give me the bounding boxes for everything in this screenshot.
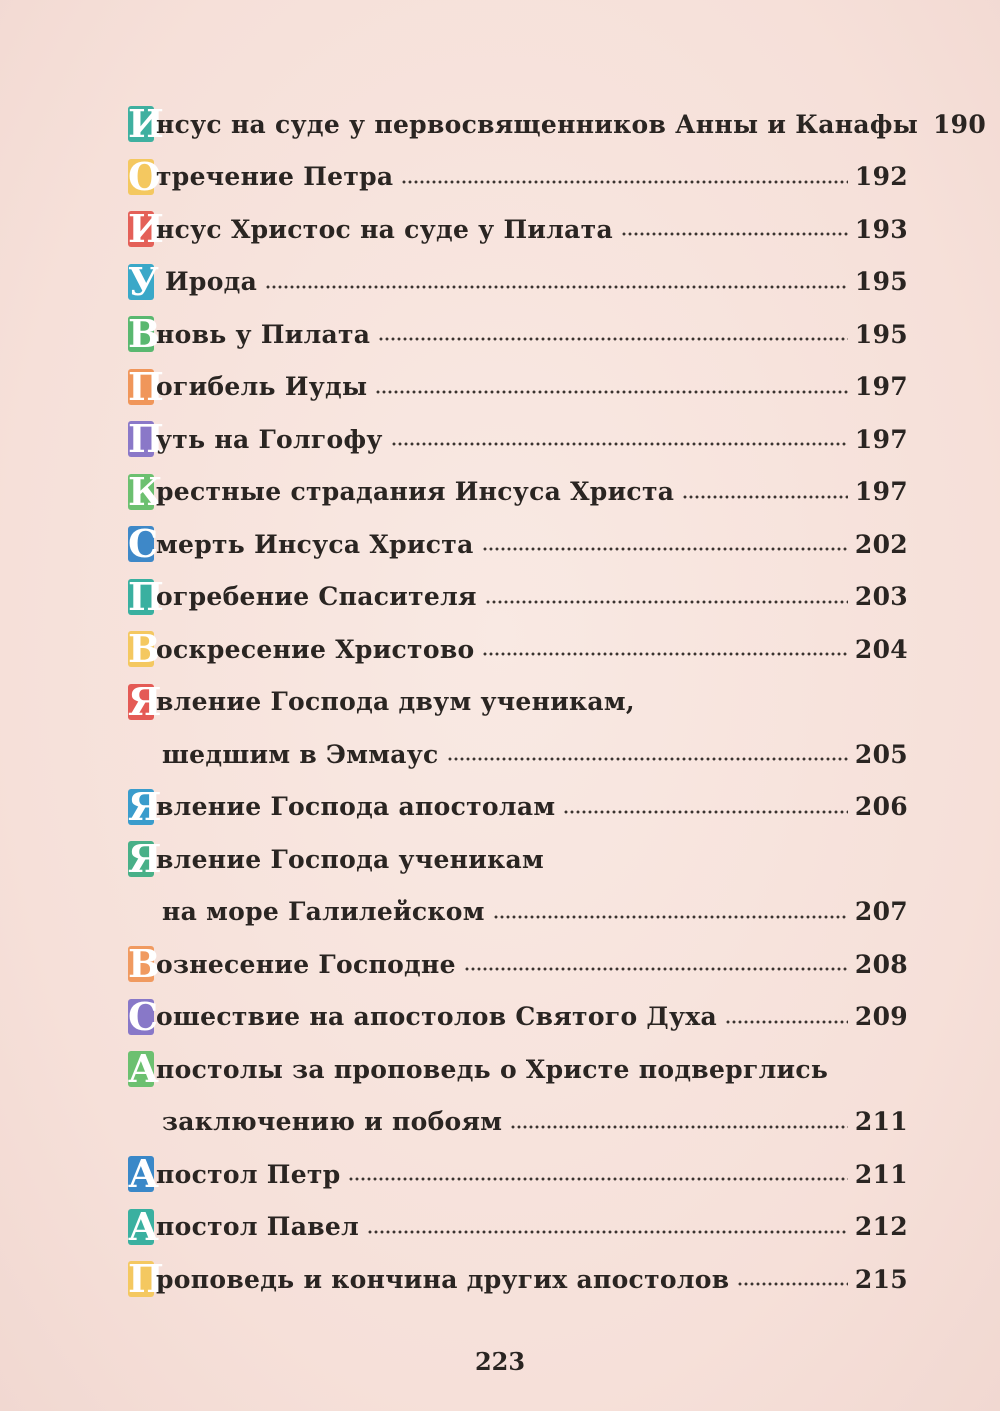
- toc-entry-title: на море Галилейском: [162, 897, 485, 927]
- toc-entry: [128, 623, 908, 676]
- toc-page-number: 195: [854, 267, 908, 297]
- toc-entry: [128, 151, 908, 204]
- toc-entry-title: шедшим в Эммаус: [162, 739, 439, 769]
- drop-cap-initial: А: [128, 1203, 160, 1249]
- toc-page-number: 215: [854, 1264, 908, 1294]
- toc-entry: [128, 518, 908, 571]
- dot-leader: [464, 967, 848, 971]
- drop-cap-initial: К: [128, 468, 163, 514]
- drop-cap-initial: В: [128, 311, 161, 357]
- toc-entry: [128, 1253, 908, 1306]
- toc-line: [128, 676, 908, 729]
- dot-leader: [485, 600, 848, 604]
- dot-leader: [367, 1230, 848, 1234]
- toc-page-number: 205: [854, 739, 908, 769]
- toc-entry-title: оскресение Христово: [156, 634, 475, 664]
- drop-cap-initial: Я: [128, 836, 162, 882]
- toc-entry-title: Ирода: [156, 267, 258, 297]
- toc-page-number: 197: [854, 477, 908, 507]
- toc-entry-title: рестные страдания Инсуса Христа: [156, 477, 675, 507]
- dot-leader: [737, 1282, 848, 1286]
- toc-page-number: 206: [854, 792, 908, 822]
- toc-entry: [128, 413, 908, 466]
- toc-page-number: 192: [854, 162, 908, 192]
- drop-cap-initial: О: [128, 153, 162, 199]
- toc-entry-title: вление Господа ученикам: [156, 844, 544, 874]
- toc-line: [128, 1043, 908, 1096]
- drop-cap-initial: П: [128, 363, 165, 409]
- dot-leader: [447, 757, 848, 761]
- toc-line: [128, 1096, 908, 1149]
- toc-page-number: 208: [854, 949, 908, 979]
- toc-page-number: 193: [854, 214, 908, 244]
- toc-line: [128, 886, 908, 939]
- toc-entry-title: новь у Пилата: [156, 319, 371, 349]
- dot-leader: [391, 442, 848, 446]
- drop-cap-initial: В: [128, 626, 161, 672]
- dot-leader: [378, 337, 848, 341]
- dot-leader: [375, 390, 848, 394]
- toc-page-number: 203: [854, 582, 908, 612]
- dot-leader: [563, 810, 848, 814]
- toc-entry: [128, 1043, 908, 1148]
- toc-page-number: 211: [854, 1107, 908, 1137]
- toc-page-number: 197: [854, 372, 908, 402]
- toc-page-number: 211: [854, 1159, 908, 1189]
- toc-entry-title: мерть Инсуса Христа: [156, 529, 474, 559]
- toc-line: [128, 571, 908, 624]
- toc-line: [128, 518, 908, 571]
- toc-entry: [128, 833, 908, 938]
- toc-entry: [128, 991, 908, 1044]
- dot-leader: [348, 1177, 848, 1181]
- toc-entry-title: постол Павел: [156, 1212, 360, 1242]
- toc-line: [128, 256, 908, 309]
- toc-entry: [128, 1201, 908, 1254]
- toc-entry-title: постол Петр: [156, 1159, 341, 1189]
- drop-cap-initial: П: [128, 416, 165, 462]
- toc-page-number: 202: [854, 529, 908, 559]
- drop-cap-initial: П: [128, 1256, 165, 1302]
- drop-cap-initial: Я: [128, 783, 162, 829]
- drop-cap-initial: И: [128, 101, 165, 147]
- toc-line: [128, 1253, 908, 1306]
- toc-entry-title: вление Господа апостолам: [156, 792, 556, 822]
- toc-line: [128, 938, 908, 991]
- toc-entry-title: ошествие на апостолов Святого Духа: [156, 1002, 717, 1032]
- toc-entry-title: ознесение Господне: [156, 949, 456, 979]
- drop-cap-initial: В: [128, 941, 161, 987]
- toc-line: [128, 991, 908, 1044]
- toc-line: [128, 361, 908, 414]
- toc-line: [128, 413, 908, 466]
- toc-page-number: 197: [854, 424, 908, 454]
- drop-cap-initial: П: [128, 573, 165, 619]
- toc-entry: [128, 466, 908, 519]
- drop-cap-initial: Я: [128, 678, 162, 724]
- toc-line: [128, 623, 908, 676]
- toc-entry-title: огребение Спасителя: [156, 582, 477, 612]
- toc-line: [128, 781, 908, 834]
- toc-page-number: 212: [854, 1212, 908, 1242]
- dot-leader: [482, 547, 848, 551]
- toc-line: [128, 203, 908, 256]
- toc-line: [128, 1201, 908, 1254]
- toc-entry: [128, 256, 908, 309]
- toc-page-number: 209: [854, 1002, 908, 1032]
- dot-leader: [725, 1020, 848, 1024]
- toc-entry: [128, 361, 908, 414]
- dot-leader: [621, 232, 848, 236]
- toc-entry: [128, 676, 908, 781]
- toc-line: [128, 308, 908, 361]
- toc-page-number: 207: [854, 897, 908, 927]
- toc-entry: [128, 1148, 908, 1201]
- table-of-contents: [128, 98, 987, 1306]
- dot-leader: [401, 180, 848, 184]
- page-number: 223: [474, 1347, 526, 1376]
- dot-leader: [682, 495, 848, 499]
- toc-entry-title: роповедь и кончина других апостолов: [156, 1264, 730, 1294]
- toc-entry-title: вление Господа двум ученикам,: [156, 687, 635, 717]
- drop-cap-initial: И: [128, 206, 165, 252]
- toc-line: [128, 728, 908, 781]
- drop-cap-initial: С: [128, 993, 159, 1039]
- dot-leader: [482, 652, 848, 656]
- toc-entry: [128, 98, 987, 151]
- toc-entry-title: заключению и побоям: [162, 1107, 503, 1137]
- dot-leader: [265, 285, 848, 289]
- dot-leader: [510, 1125, 848, 1129]
- toc-entry: [128, 203, 908, 256]
- toc-entry: [128, 308, 908, 361]
- toc-entry-title: нсус на суде у первосвященников Анны и Канафы: [156, 109, 919, 139]
- toc-entry: [128, 571, 908, 624]
- toc-entry-title: уть на Голгофу: [156, 424, 383, 454]
- toc-entry-title: постолы за проповедь о Христе подверглись: [156, 1054, 829, 1084]
- toc-page-number: 195: [854, 319, 908, 349]
- toc-line: [128, 833, 908, 886]
- toc-page-number: 204: [854, 634, 908, 664]
- toc-entry-title: огибель Иуды: [156, 372, 368, 402]
- toc-line: [128, 466, 908, 519]
- drop-cap-initial: С: [128, 521, 159, 567]
- toc-page-number: 190: [932, 109, 987, 139]
- toc-entry-title: тречение Петра: [156, 162, 394, 192]
- toc-entry-title: нсус Христос на суде у Пилата: [156, 214, 613, 244]
- drop-cap-initial: А: [128, 1046, 160, 1092]
- toc-entry: [128, 938, 908, 991]
- toc-line: [128, 98, 987, 151]
- drop-cap-initial: У: [128, 258, 160, 304]
- toc-entry: [128, 781, 908, 834]
- dot-leader: [493, 915, 848, 919]
- drop-cap-initial: А: [128, 1151, 160, 1197]
- toc-line: [128, 1148, 908, 1201]
- toc-line: [128, 151, 908, 204]
